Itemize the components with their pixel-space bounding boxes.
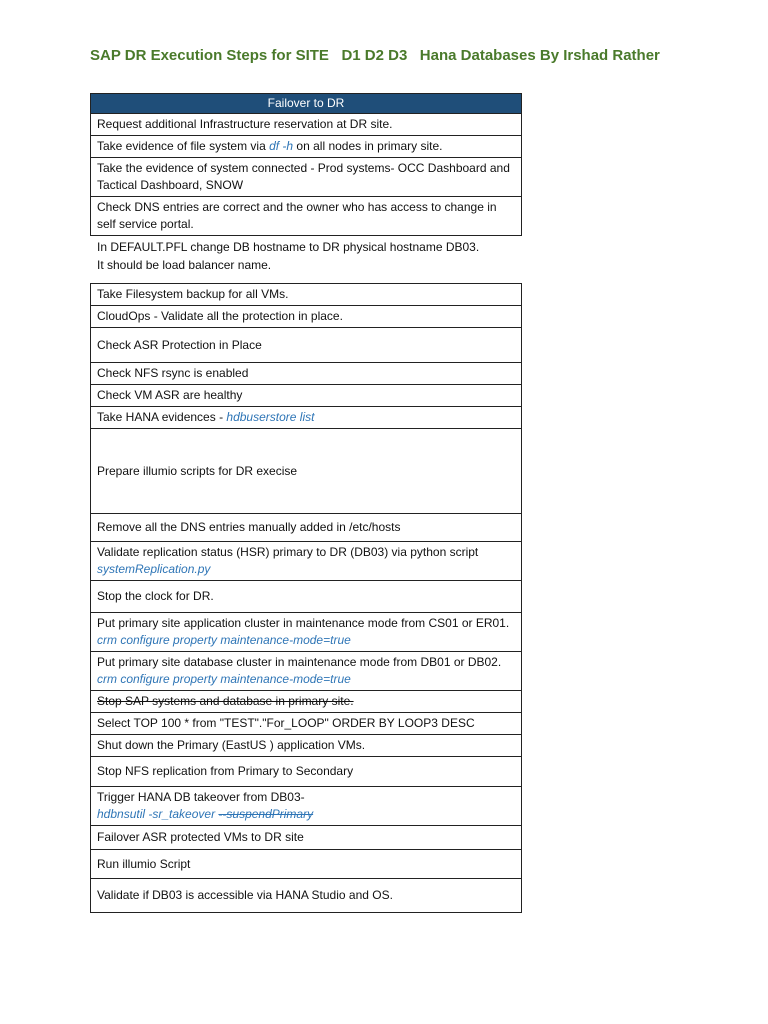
command-text: crm configure property maintenance-mode=true [97, 633, 351, 647]
row-text: Take Filesystem backup for all VMs. [97, 287, 289, 301]
row-text: Take HANA evidences - [97, 410, 227, 424]
row-text: Validate replication status (HSR) primary to DR (DB03) via python script [97, 545, 479, 559]
table-row [91, 407, 522, 429]
table-row [91, 757, 522, 787]
steps-table [90, 283, 522, 913]
table-row [91, 429, 522, 514]
note-block [97, 238, 479, 274]
command-text: crm configure property maintenance-mode=true [97, 672, 351, 686]
table-row [91, 581, 522, 613]
row-text: CloudOps - Validate all the protection in place. [97, 309, 343, 323]
row-text: Take the evidence of system connected - Prod systems- OCC Dashboard and Tactical Dashboard, SNOW [97, 161, 510, 192]
failover-table [90, 93, 522, 236]
row-text: Remove all the DNS entries manually added in /etc/hosts [97, 520, 401, 534]
note-line: It should be load balancer name. [97, 258, 272, 272]
table-row [91, 826, 522, 850]
row-text: Request additional Infrastructure reservation at DR site. [97, 117, 393, 131]
row-text: Take evidence of file system via [97, 139, 270, 153]
table-row [91, 787, 522, 826]
row-text: Failover ASR protected VMs to DR site [97, 830, 304, 844]
table-row [91, 542, 522, 581]
table-row [91, 850, 522, 879]
table-row [91, 328, 522, 363]
command-text: systemReplication.py [97, 562, 211, 576]
table-row [91, 197, 522, 236]
table-row [91, 879, 522, 913]
row-text: Shut down the Primary (EastUS ) application VMs. [97, 738, 366, 752]
table-row [91, 158, 522, 197]
row-text: Run illumio Script [97, 856, 191, 871]
row-text: Check ASR Protection in Place [97, 337, 262, 352]
command-text: hdbuserstore list [226, 410, 315, 424]
row-text: Check NFS rsync is enabled [97, 366, 249, 380]
command-text: hdbnsutil -sr_takeover [97, 807, 219, 821]
row-text: Prepare illumio scripts for DR execise [97, 463, 298, 478]
row-text: Select TOP 100 * from "TEST"."For_LOOP" ORDER BY LOOP3 DESC [97, 716, 475, 730]
table-row [91, 613, 522, 652]
command-text: df -h [269, 139, 294, 153]
table-row [91, 284, 522, 306]
table-row [91, 735, 522, 757]
table-row [91, 306, 522, 328]
row-text: Put primary site database cluster in maintenance mode from DB01 or DB02. [97, 655, 502, 669]
table-row [91, 514, 522, 542]
table-row [91, 691, 522, 713]
command-text-struck: --suspendPrimary [218, 807, 314, 821]
row-text: Stop the clock for DR. [97, 589, 214, 603]
table-row [91, 114, 522, 136]
row-text: Validate if DB03 is accessible via HANA Studio and OS. [97, 888, 393, 902]
table-header: Failover to DR [91, 94, 522, 114]
row-text: Put primary site application cluster in maintenance mode from CS01 or ER01. [97, 616, 510, 630]
row-text: Check DNS entries are correct and the owner who has access to change in self service portal. [97, 200, 497, 231]
note-line: In DEFAULT.PFL change DB hostname to DR physical hostname DB03. [97, 240, 480, 254]
document-title: SAP DR Execution Steps for SITE D1 D2 D3 Hana Databases By Irshad Rather [90, 47, 660, 64]
row-text: on all nodes in primary site. [293, 139, 443, 153]
table-row [91, 136, 522, 158]
table-row [91, 385, 522, 407]
row-text: Trigger HANA DB takeover from DB03- [97, 790, 305, 804]
table-row [91, 652, 522, 691]
table-row [91, 713, 522, 735]
table-row [91, 363, 522, 385]
row-text: Stop NFS replication from Primary to Secondary [97, 764, 354, 778]
row-text-struck: Stop SAP systems and database in primary site. [97, 694, 354, 708]
row-text: Check VM ASR are healthy [97, 388, 243, 402]
